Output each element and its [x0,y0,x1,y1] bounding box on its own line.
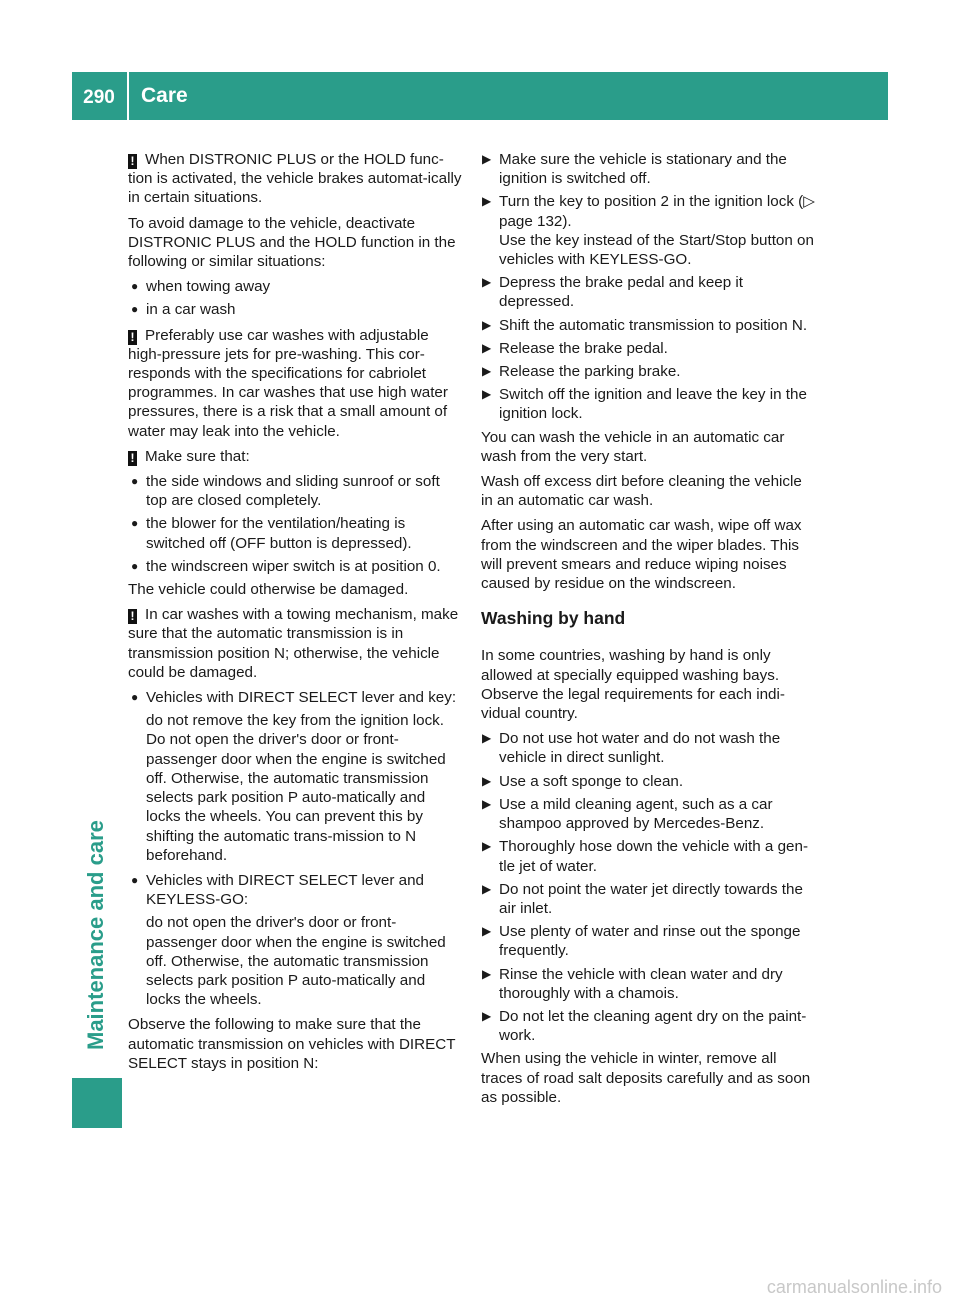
section-heading: Washing by hand [481,608,626,629]
step-arrow-icon: ▶ [482,340,492,355]
warning-intro: In car washes with a towing mechanism, make sure that the automatic transmission is in transmission position N; otherwise, the vehicle could be damaged. [128,606,459,681]
warning-intro: Make sure that: [145,447,250,465]
list-item: ● Vehicles with DIRECT SELECT lever and KEYLESS-GO: [131,871,424,909]
warning-icon: ! [128,154,137,169]
warning-icon: ! [128,330,137,345]
right-column [481,150,815,1113]
step-arrow-icon: ▶ [482,773,492,788]
step-item: ▶ Thoroughly hose down the vehicle with a gen-tle jet of water. [482,838,809,875]
warning-intro: When DISTRONIC PLUS or the HOLD func-tion is activated, the vehicle brakes automat-ically in certain situations. [128,151,462,207]
step-item: ▶ Release the brake pedal. [482,339,668,357]
body-paragraph: Wash off excess dirt before cleaning the vehicle in an automatic car wash. [481,473,802,510]
body-paragraph: When using the vehicle in winter, remove all traces of road salt deposits carefully and as soon as possible. [481,1050,811,1106]
warning-block-pressure [128,326,462,441]
step-arrow-icon: ▶ [482,194,492,209]
body-paragraph: In some countries, washing by hand is only allowed at specially equipped washing bays. Observe the legal requirements for each indi-vidual country. [481,647,785,723]
warning-text: Preferably use car washes with adjustable high-pressure jets for pre-washing. This cor-responds with the specifications for cabriolet programmes. In car washes that use high water pressures, there is a risk that a small amount of water may leak into the vehicle. [128,326,448,440]
page-title: Care [141,84,188,107]
step-arrow-icon: ▶ [482,924,492,939]
step-arrow-icon: ▶ [482,275,492,290]
bullet-icon: ● [131,558,139,573]
bullet-icon: ● [131,872,139,887]
body-paragraph: After using an automatic car wash, wipe off wax from the windscreen and the wiper blades. This will prevent smears and reduce wiping noises caused by residue on the windscreen. [481,517,802,593]
step-item: ▶ Shift the automatic transmission to position N. [482,316,808,334]
watermark: carmanualsonline.info [766,1277,942,1297]
list-item: ● the side windows and sliding sunroof or soft top are closed completely. [131,473,440,510]
list-item-detail: do not open the driver's door or front-passenger door when the engine is switched off. Otherwise, the automatic transmission selects park position P auto-matically and locks the wheels. [146,914,446,1009]
step-arrow-icon: ▶ [482,1008,492,1023]
step-arrow-icon: ▶ [482,387,492,402]
step-arrow-icon: ▶ [482,839,492,854]
warning-block-towing [128,605,462,1009]
left-column [128,150,462,1079]
step-item: ▶ Do not let the cleaning agent dry on the paint-work. [482,1007,807,1045]
body-paragraph: You can wash the vehicle in an automatic car wash from the very start. [481,428,785,465]
step-arrow-icon: ▶ [482,881,492,896]
warning-block-hold [128,150,462,320]
header-divider [127,72,129,120]
step-arrow-icon: ▶ [482,317,492,332]
warning-text: To avoid damage to the vehicle, deactivate DISTRONIC PLUS and the HOLD function in the following or similar situations: [128,214,456,271]
bullet-icon: ● [131,690,139,705]
step-item: ▶ Use plenty of water and rinse out the sponge frequently. [482,923,801,960]
bullet-icon: ● [131,516,139,531]
bullet-icon: ● [131,279,139,294]
step-arrow-icon: ▶ [482,796,492,811]
step-item: ▶ Use a soft sponge to clean. [482,772,684,790]
bullet-icon: ● [131,302,139,317]
page-number: 290 [83,87,115,108]
warning-icon: ! [128,451,137,466]
step-item: ▶ Make sure the vehicle is stationary and the ignition is switched off. [482,151,787,188]
step-item: ▶ Use a mild cleaning agent, such as a car shampoo approved by Mercedes-Benz. [482,795,773,833]
list-item-detail: do not remove the key from the ignition lock. Do not open the driver's door or front-passenger door when the engine is switched off. Otherwise, the automatic transmission selects park position P auto-matically and locks the wheels. You can prevent this by shifting the automatic trans-mission to N beforehand. [146,712,446,864]
step-item: ▶ Release the parking brake. [482,363,681,381]
side-label-text: Maintenance and care [83,820,108,1050]
warning-outro: The vehicle could otherwise be damaged. [128,581,409,599]
step-note: Use the key instead of the Start/Stop button on vehicles with KEYLESS-GO. [499,231,814,269]
list-item: ● the windscreen wiper switch is at position 0. [131,557,441,575]
observe-paragraph: Observe the following to make sure that the automatic transmission on vehicles with DIRECT SELECT stays in position N: [128,1016,456,1072]
step-item: ▶ Do not point the water jet directly towards the air inlet. [482,880,803,917]
step-item: ▶ Do not use hot water and do not wash the vehicle in direct sunlight. [482,730,781,767]
step-item: ▶ Rinse the vehicle with clean water and dry thoroughly with a chamois. [482,965,783,1002]
list-item: ● Vehicles with DIRECT SELECT lever and key: [131,689,457,707]
step-arrow-icon: ▶ [482,152,492,166]
list-item: ● the blower for the ventilation/heating is switched off (OFF button is depressed). [131,515,412,552]
header-bar [72,72,888,120]
list-item: ● in a car wash [131,301,236,319]
bullet-icon: ● [131,474,139,489]
step-item: ▶ Switch off the ignition and leave the key in the ignition lock. [482,386,807,423]
warning-icon: ! [128,609,137,624]
step-item: ▶ Depress the brake pedal and keep it depressed. [482,274,744,311]
warning-block-checks [128,447,462,599]
step-arrow-icon: ▶ [482,966,492,981]
list-item: ● when towing away [131,278,271,296]
side-tab-marker [72,1078,122,1128]
step-item: ▶ Turn the key to position 2 in the ignition lock (▷ page 132). Use the key instead of the Start/Stop button on vehicles with KEYLESS-GO. [482,193,815,269]
step-arrow-icon: ▶ [482,731,492,746]
step-arrow-icon: ▶ [482,364,492,379]
